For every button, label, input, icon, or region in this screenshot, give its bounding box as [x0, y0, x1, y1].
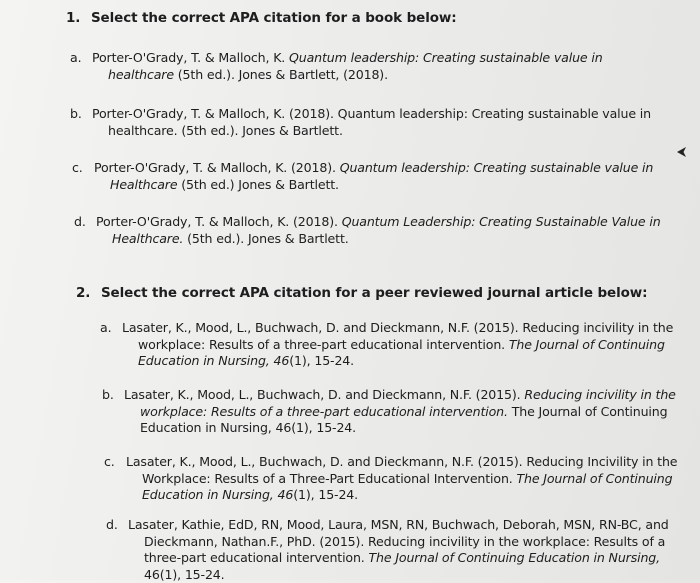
option-label: c.	[104, 454, 115, 469]
question-1-text: Select the correct APA citation for a book below:	[90, 10, 457, 26]
option-label: d.	[74, 214, 86, 229]
option-text: Lasater, Kathie, EdD, RN, Mood, Laura, MSN, RN, Buchwach, Deborah, MSN, RN-BC, and	[128, 517, 669, 532]
q1-option-d[interactable]	[74, 214, 661, 247]
question-2-text: Select the correct APA citation for a peer reviewed journal article below:	[100, 285, 648, 301]
option-label: b.	[70, 106, 82, 121]
option-text-italic: Quantum leadership: Creating sustainable value in	[339, 160, 654, 175]
question-2	[76, 285, 647, 301]
option-label: c.	[72, 160, 83, 175]
option-label: d.	[106, 517, 118, 532]
option-label: a.	[100, 320, 112, 335]
option-text-italic: Education in Nursing, 46	[142, 487, 294, 502]
option-text: Porter-O'Grady, T. & Malloch, K. (2018).	[96, 214, 342, 229]
option-text: The Journal of Continuing	[507, 403, 668, 419]
option-text: (1), 15-24.	[289, 353, 355, 368]
option-text: (5th ed.). Jones & Bartlett, (2018).	[173, 66, 388, 82]
q1-option-c[interactable]	[72, 160, 654, 193]
option-text: Dieckmann, Nathan.F., PhD. (2015). Reducing incivility in the workplace: Results of a	[144, 533, 666, 549]
question-2-number: 2.	[76, 285, 91, 301]
q2-option-a[interactable]	[100, 320, 674, 370]
option-text: Lasater, K., Mood, L., Buchwach, D. and Dieckmann, N.F. (2015). Reducing incivility in the	[122, 320, 674, 335]
option-text: (5th ed.) Jones & Bartlett.	[177, 176, 339, 192]
option-text: Porter-O'Grady, T. & Malloch, K. (2018).	[94, 160, 340, 175]
option-text-italic: Healthcare	[110, 176, 178, 192]
q2-option-d[interactable]	[106, 517, 669, 583]
q2-option-b[interactable]	[102, 387, 676, 437]
option-text-italic: Reducing incivility in the	[524, 387, 676, 402]
option-text-italic: Quantum leadership: Creating sustainable value in	[289, 50, 603, 65]
option-label: b.	[102, 387, 114, 402]
option-text: three-part educational intervention.	[144, 550, 369, 565]
option-text-italic: The Journal of Continuing	[508, 336, 665, 352]
q2-option-c[interactable]	[104, 454, 678, 504]
option-text: Porter-O'Grady, T. & Malloch, K. (2018). Quantum leadership: Creating sustainable value in	[92, 106, 651, 121]
option-text: (5th ed.). Jones & Bartlett.	[183, 230, 349, 246]
option-text: Porter-O'Grady, T. & Malloch, K.	[92, 50, 290, 65]
option-text: Lasater, K., Mood, L., Buchwach, D. and Dieckmann, N.F. (2015). Reducing Incivility in the	[126, 454, 678, 469]
option-text-italic: Education in Nursing, 46	[138, 353, 290, 368]
option-text-italic: healthcare	[108, 66, 174, 82]
option-text: (1), 15-24.	[293, 487, 359, 502]
question-1	[66, 10, 457, 26]
question-1-number: 1.	[66, 10, 81, 26]
option-text: Education in Nursing, 46(1), 15-24.	[140, 420, 357, 435]
option-text-italic: workplace: Results of a three-part educational intervention.	[140, 403, 508, 419]
option-label: a.	[70, 50, 82, 65]
option-text: healthcare. (5th ed.). Jones & Bartlett.	[108, 122, 343, 138]
option-text-italic: The Journal of Continuing Education in Nursing,	[368, 550, 660, 565]
option-text: workplace: Results of a three-part educational intervention.	[138, 336, 509, 352]
cursor-arrow-icon	[676, 146, 688, 158]
q1-option-b[interactable]	[70, 106, 651, 139]
option-text: 46(1), 15-24.	[144, 566, 225, 582]
option-text-italic: Healthcare.	[112, 230, 184, 246]
option-text: Workplace: Results of a Three-Part Educational Intervention.	[142, 470, 517, 486]
q1-option-a[interactable]	[70, 50, 603, 83]
option-text-italic: The Journal of Continuing	[516, 470, 673, 486]
option-text: Lasater, K., Mood, L., Buchwach, D. and Dieckmann, N.F. (2015).	[124, 387, 525, 402]
option-text-italic: Quantum Leadership: Creating Sustainable Value in	[341, 214, 661, 229]
